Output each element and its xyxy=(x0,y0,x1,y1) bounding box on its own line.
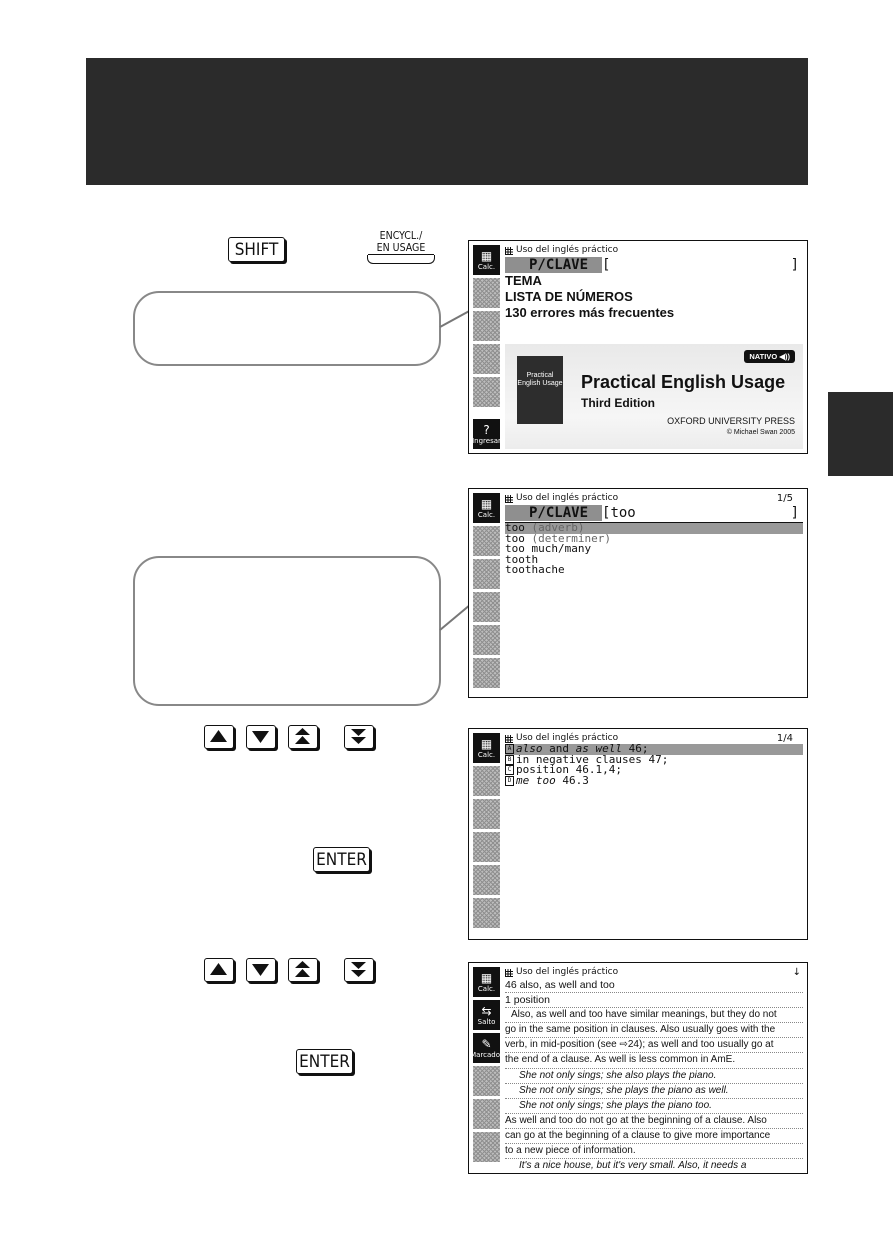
result-word: too xyxy=(505,531,525,545)
sidebar-empty-cell xyxy=(473,311,500,341)
scroll-down-icon: ↓ xyxy=(792,967,801,978)
encycl-key-top-label: ENCYCL./ xyxy=(379,230,423,242)
double-up-arrow-icon xyxy=(289,959,316,980)
calc-button[interactable] xyxy=(473,967,500,997)
up-arrow-key[interactable] xyxy=(204,725,234,749)
salto-button[interactable] xyxy=(473,1000,500,1030)
calculator-icon: ▦ xyxy=(480,971,493,985)
keyword-label: P/CLAVE xyxy=(505,505,602,521)
article-body xyxy=(505,978,803,1174)
double-up-arrow-icon xyxy=(289,726,316,747)
result-note: (determiner) xyxy=(531,531,611,545)
calc-label: Calc. xyxy=(477,511,496,519)
marcador-button[interactable] xyxy=(470,1033,503,1063)
dictionary-grid-icon xyxy=(505,969,513,977)
book-cover-image xyxy=(517,356,563,424)
screen2-title-bar xyxy=(505,493,803,504)
menu-item-tema[interactable]: TEMA xyxy=(505,273,542,288)
article-subheading: 1 position xyxy=(505,993,803,1008)
result-item[interactable] xyxy=(505,565,803,576)
input-close-bracket: ] xyxy=(790,257,799,273)
keyword-row xyxy=(505,505,803,521)
sidebar-empty-cell xyxy=(473,377,500,407)
sidebar-empty-cell xyxy=(473,898,500,928)
results-list xyxy=(505,522,803,576)
marcador-label: Marcador xyxy=(470,1051,503,1059)
article-example: It's a nice house, but it's very small. Also, it needs a xyxy=(505,1159,803,1174)
screen2-content xyxy=(505,493,803,693)
banner-publisher: OXFORD UNIVERSITY PRESS xyxy=(667,416,795,426)
input-value: too xyxy=(610,505,636,521)
double-down-arrow-icon xyxy=(345,959,372,980)
keyword-label: P/CLAVE xyxy=(505,257,602,273)
screen4-content xyxy=(505,967,803,1172)
article-line: go in the same position in clauses. Also usually goes with the xyxy=(505,1023,803,1038)
index-text: in negative clauses 47; xyxy=(516,752,669,766)
calc-button[interactable] xyxy=(473,733,500,763)
down-arrow-key-2[interactable] xyxy=(246,958,276,982)
page-up-key-2[interactable] xyxy=(288,958,318,982)
sidebar-empty-cell xyxy=(473,658,500,688)
keyword-input[interactable] xyxy=(602,505,803,521)
keyword-row xyxy=(505,257,803,273)
dictionary-title: Uso del inglés práctico xyxy=(516,493,619,503)
calc-label: Calc. xyxy=(477,263,496,271)
article-example: She not only sings; she also plays the piano. xyxy=(505,1069,803,1084)
sidebar-empty-cell xyxy=(473,344,500,374)
screen4-title-bar xyxy=(505,967,803,978)
page-down-key[interactable] xyxy=(344,725,374,749)
book-banner xyxy=(505,344,803,449)
screen-2-search xyxy=(468,488,808,698)
page-down-key-2[interactable] xyxy=(344,958,374,982)
sidebar-empty-cell xyxy=(473,1066,500,1096)
index-text-italic: me too xyxy=(516,773,556,787)
enter-key-1[interactable]: ENTER xyxy=(313,847,370,872)
calc-button[interactable] xyxy=(473,245,500,275)
article-line: can go at the beginning of a clause to give more importance xyxy=(505,1129,803,1144)
nativo-audio-badge[interactable]: NATIVO ◀)) xyxy=(744,350,795,363)
input-open-bracket: [ xyxy=(602,505,611,521)
sidebar-empty-cell xyxy=(473,1132,500,1162)
ingresar-label: Ingresar xyxy=(472,437,501,445)
dictionary-grid-icon xyxy=(505,735,513,743)
result-word: tooth xyxy=(505,552,539,566)
article-line: As well and too do not go at the beginning of a clause. Also xyxy=(505,1114,803,1129)
sidebar-empty-cell xyxy=(473,1099,500,1129)
article-line: Also, as well and too have similar meanings, but they do not xyxy=(505,1008,803,1023)
help-icon: ? xyxy=(483,423,490,437)
jump-book-icon: ⇆ xyxy=(481,1004,492,1018)
index-text: and xyxy=(542,742,576,755)
banner-title: Practical English Usage xyxy=(581,372,786,392)
up-arrow-icon xyxy=(205,959,232,980)
letter-box: B xyxy=(505,755,514,765)
sidebar-empty-cell xyxy=(473,625,500,655)
index-text: 46; xyxy=(621,742,649,755)
up-arrow-icon xyxy=(205,726,232,747)
sidebar-empty-cell xyxy=(473,865,500,895)
banner-copyright: © Michael Swan 2005 xyxy=(726,429,795,436)
result-item[interactable] xyxy=(505,544,803,555)
salto-label: Salto xyxy=(477,1018,496,1026)
letter-box: D xyxy=(505,776,514,786)
encycl-key-bottom-label: EN USAGE xyxy=(368,242,434,255)
sidebar-empty-cell xyxy=(473,526,500,556)
banner-edition: Third Edition xyxy=(581,396,655,410)
article-line: to a new piece of information. xyxy=(505,1144,803,1159)
index-text-italic: as well xyxy=(575,742,622,755)
keyword-input[interactable] xyxy=(602,257,803,273)
screen-3-index xyxy=(468,728,808,940)
down-arrow-icon xyxy=(247,726,274,747)
dictionary-grid-icon xyxy=(505,495,513,503)
screen2-sidebar xyxy=(473,493,500,693)
screen-1-initial xyxy=(468,240,808,454)
sidebar-empty-cell xyxy=(473,766,500,796)
menu-item-130-errores[interactable]: 130 errores más frecuentes xyxy=(505,305,675,320)
down-arrow-key[interactable] xyxy=(246,725,276,749)
screen-4-article xyxy=(468,962,808,1174)
calc-label: Calc. xyxy=(477,751,496,759)
index-text: position 46.1,4; xyxy=(516,763,622,777)
index-text: 46.3 xyxy=(555,773,589,787)
page-up-key[interactable] xyxy=(288,725,318,749)
result-word: too xyxy=(505,521,525,534)
sidebar-empty-cell xyxy=(473,592,500,622)
dictionary-title: Uso del inglés práctico xyxy=(516,733,619,743)
screen1-title-bar xyxy=(505,245,803,256)
screen3-sidebar xyxy=(473,733,500,935)
marker-pen-icon: ✎ xyxy=(481,1037,492,1051)
article-line: the end of a clause. As well is less common in AmE. xyxy=(505,1053,803,1068)
article-example: She not only sings; she plays the piano too. xyxy=(505,1099,803,1114)
calc-label: Calc. xyxy=(477,985,496,993)
page-indicator: 1/4 xyxy=(776,733,793,744)
input-close-bracket: ] xyxy=(790,505,799,521)
dictionary-grid-icon xyxy=(505,247,513,255)
index-text-italic: also xyxy=(516,742,543,755)
result-word: too much/many xyxy=(505,542,592,556)
dictionary-title: Uso del inglés práctico xyxy=(516,967,619,977)
sidebar-empty-cell xyxy=(473,832,500,862)
screen4-sidebar xyxy=(470,967,503,1169)
letter-box: A xyxy=(505,744,514,754)
sidebar-empty-cell xyxy=(473,799,500,829)
down-arrow-icon xyxy=(247,959,274,980)
article-line: verb, in mid-position (see ⇨24); as well and too usually go at xyxy=(505,1038,803,1053)
up-arrow-key-2[interactable] xyxy=(204,958,234,982)
menu-item-lista-numeros[interactable]: LISTA DE NÚMEROS xyxy=(505,289,633,304)
result-note: (adverb) xyxy=(531,521,585,534)
calculator-icon: ▦ xyxy=(480,737,493,751)
index-item[interactable] xyxy=(505,773,803,787)
page-indicator: 1/5 xyxy=(776,493,793,504)
calculator-icon: ▦ xyxy=(480,497,493,511)
calc-button[interactable] xyxy=(473,493,500,523)
sidebar-empty-cell xyxy=(473,559,500,589)
input-open-bracket: [ xyxy=(602,257,611,273)
book-cover-text: Practical English Usage xyxy=(517,372,563,387)
screen1-sidebar xyxy=(473,245,500,449)
dictionary-title: Uso del inglés práctico xyxy=(516,245,619,255)
article-heading: 46 also, as well and too xyxy=(505,978,803,993)
article-example: She not only sings; she plays the piano as well. xyxy=(505,1084,803,1099)
calculator-icon: ▦ xyxy=(480,249,493,263)
screen3-content xyxy=(505,733,803,935)
double-down-arrow-icon xyxy=(345,726,372,747)
result-word: toothache xyxy=(505,563,565,577)
letter-box: C xyxy=(505,765,514,775)
enter-key-2[interactable]: ENTER xyxy=(296,1049,353,1074)
ingresar-button[interactable] xyxy=(473,419,500,449)
shift-key[interactable]: SHIFT xyxy=(228,237,285,262)
sidebar-empty-cell xyxy=(473,278,500,308)
